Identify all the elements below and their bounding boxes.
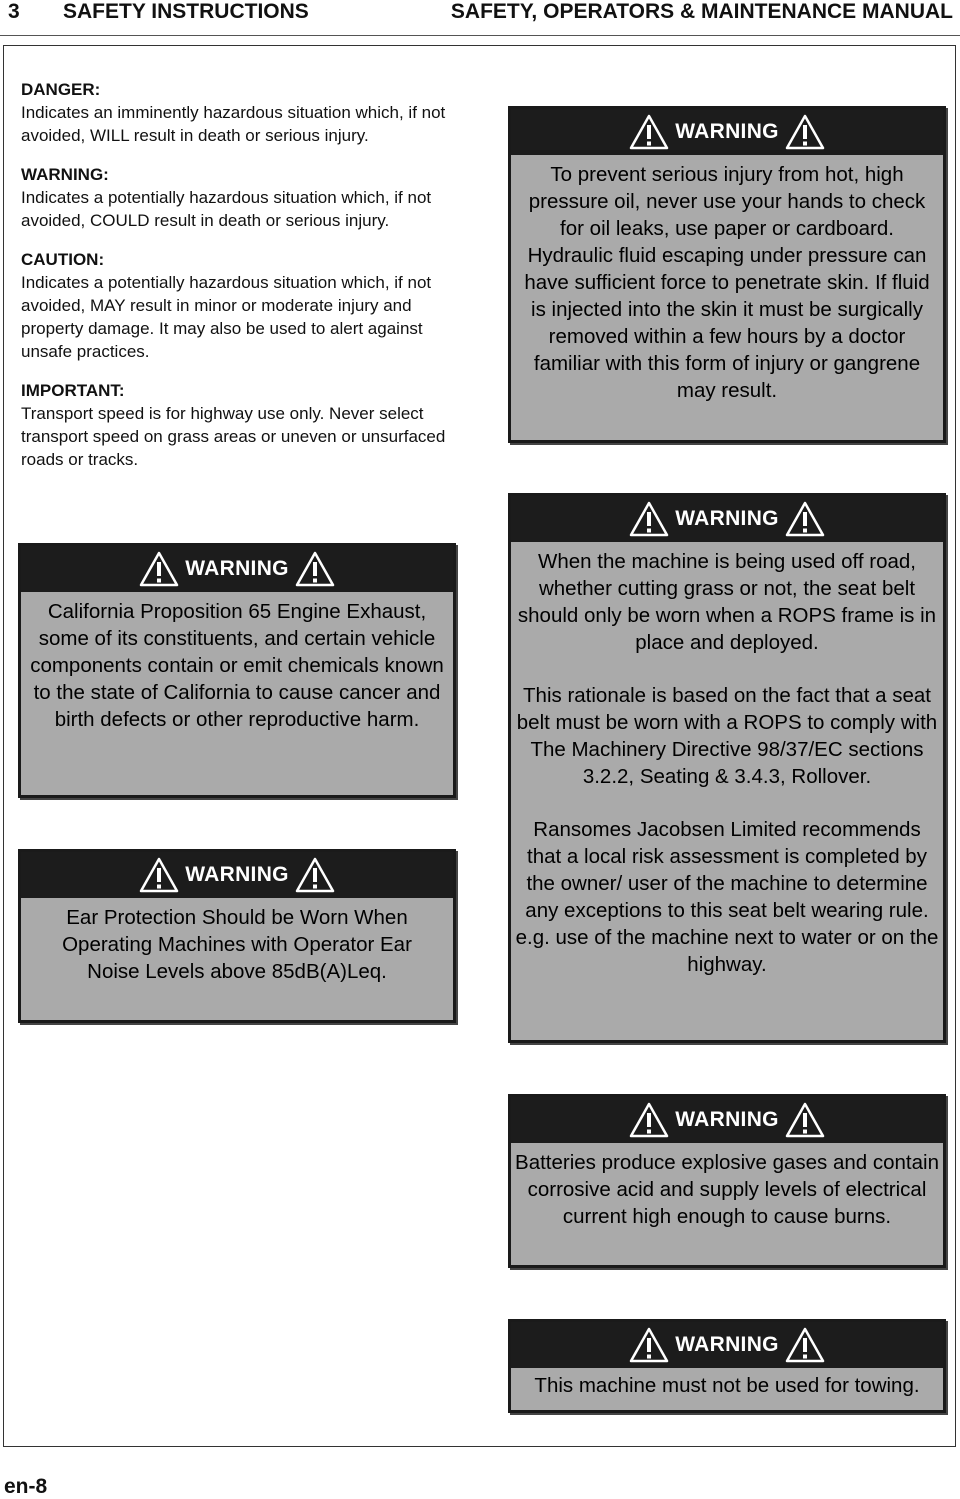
warning-text bbox=[21, 592, 453, 741]
warning-message: When the machine is being used off road, whether cutting grass or not, the seat belt should only be worn when a ROPS frame is in place and deployed. bbox=[517, 550, 937, 654]
warning-triangle-icon bbox=[139, 551, 179, 587]
definition-text: Indicates a potentially hazardous situation which, if not avoided, COULD result in death or serious injury. bbox=[21, 188, 432, 230]
warning-triangle-icon bbox=[295, 551, 335, 587]
warning-header bbox=[511, 496, 943, 542]
definition-danger bbox=[21, 78, 471, 147]
warning-triangle-icon bbox=[629, 1102, 669, 1138]
definition-title: CAUTION: bbox=[21, 250, 105, 269]
warning-triangle-icon bbox=[785, 501, 825, 537]
warning-text bbox=[511, 1368, 943, 1403]
warning-triangle-icon bbox=[785, 114, 825, 150]
page-header bbox=[0, 0, 960, 30]
warning-text bbox=[21, 898, 453, 993]
warning-box-prop65 bbox=[18, 543, 456, 798]
warning-label: WARNING bbox=[675, 1108, 779, 1131]
warning-message: This machine must not be used for towing. bbox=[534, 1374, 920, 1397]
warning-header bbox=[21, 546, 453, 592]
warning-triangle-icon bbox=[629, 114, 669, 150]
warning-header bbox=[511, 109, 943, 155]
warning-triangle-icon bbox=[785, 1102, 825, 1138]
warning-message: Batteries produce explosive gases and contain corrosive acid and supply levels of electrical current high enough to cause burns. bbox=[515, 1151, 939, 1228]
warning-box-ear-protection bbox=[18, 849, 456, 1023]
definition-important bbox=[21, 379, 471, 471]
warning-box-towing bbox=[508, 1319, 946, 1413]
definition-title: DANGER: bbox=[21, 80, 101, 99]
warning-label: WARNING bbox=[675, 120, 779, 143]
definition-text: Indicates an imminently hazardous situation which, if not avoided, WILL result in death or serious injury. bbox=[21, 103, 446, 145]
warning-text bbox=[511, 542, 943, 986]
warning-header bbox=[511, 1097, 943, 1143]
warning-label: WARNING bbox=[675, 507, 779, 530]
definition-caution bbox=[21, 248, 471, 363]
warning-box-batteries bbox=[508, 1094, 946, 1268]
warning-triangle-icon bbox=[629, 1327, 669, 1363]
warning-message: Ear Protection Should be Worn When Operating Machines with Operator Ear Noise Levels above 85dB(A)Leq. bbox=[62, 906, 412, 983]
warning-triangle-icon bbox=[785, 1327, 825, 1363]
page-number: en-8 bbox=[4, 1475, 48, 1498]
warning-message: California Proposition 65 Engine Exhaust, some of its constituents, and certain vehicle components contain or emit chemicals known to the state of California to cause cancer and birth defects or other reproductive harm. bbox=[30, 600, 444, 731]
definition-warning bbox=[21, 163, 471, 232]
warning-label: WARNING bbox=[185, 863, 289, 886]
manual-title: SAFETY, OPERATORS & MAINTENANCE MANUAL bbox=[450, 0, 953, 23]
warning-text bbox=[511, 1143, 943, 1238]
header-divider bbox=[0, 35, 960, 36]
definition-title: WARNING: bbox=[21, 165, 109, 184]
warning-box-hydraulic-oil bbox=[508, 106, 946, 443]
warning-box-seat-belt bbox=[508, 493, 946, 1043]
warning-label: WARNING bbox=[675, 1333, 779, 1356]
warning-header bbox=[21, 852, 453, 898]
warning-header bbox=[511, 1322, 943, 1368]
warning-message: Ransomes Jacobsen Limited recommends that a local risk assessment is completed by the owner/ user of the machine to determine any exceptions to this seat belt wearing rule. e.g. use of the machine next to water or on the highway. bbox=[515, 818, 939, 976]
hazard-definitions bbox=[21, 78, 471, 487]
warning-text bbox=[511, 155, 943, 412]
definition-text: Transport speed is for highway use only. Never select transport speed on grass areas or uneven or unsurfaced roads or tracks. bbox=[21, 404, 446, 469]
section-title: SAFETY INSTRUCTIONS bbox=[63, 0, 309, 23]
warning-triangle-icon bbox=[629, 501, 669, 537]
warning-message: This rationale is based on the fact that a seat belt must be worn with a ROPS to comply with The Machinery Directive 98/37/EC sections 3.2.2, Seating & 3.4.3, Rollover. bbox=[516, 684, 938, 788]
warning-message: To prevent serious injury from hot, high pressure oil, never use your hands to check for oil leaks, use paper or cardboard. Hydraulic fluid escaping under pressure can have sufficient force to penetrate skin. If fluid is injected into the skin it must be surgically removed within a few hours by a doctor familiar with this form of injury or gangrene may result. bbox=[524, 163, 930, 402]
definition-text: Indicates a potentially hazardous situation which, if not avoided, MAY result in minor or moderate injury and property damage. It may also be used to alert against unsafe practices. bbox=[21, 273, 432, 361]
definition-title: IMPORTANT: bbox=[21, 381, 125, 400]
warning-label: WARNING bbox=[185, 557, 289, 580]
warning-triangle-icon bbox=[139, 857, 179, 893]
warning-triangle-icon bbox=[295, 857, 335, 893]
section-number: 3 bbox=[8, 0, 20, 23]
